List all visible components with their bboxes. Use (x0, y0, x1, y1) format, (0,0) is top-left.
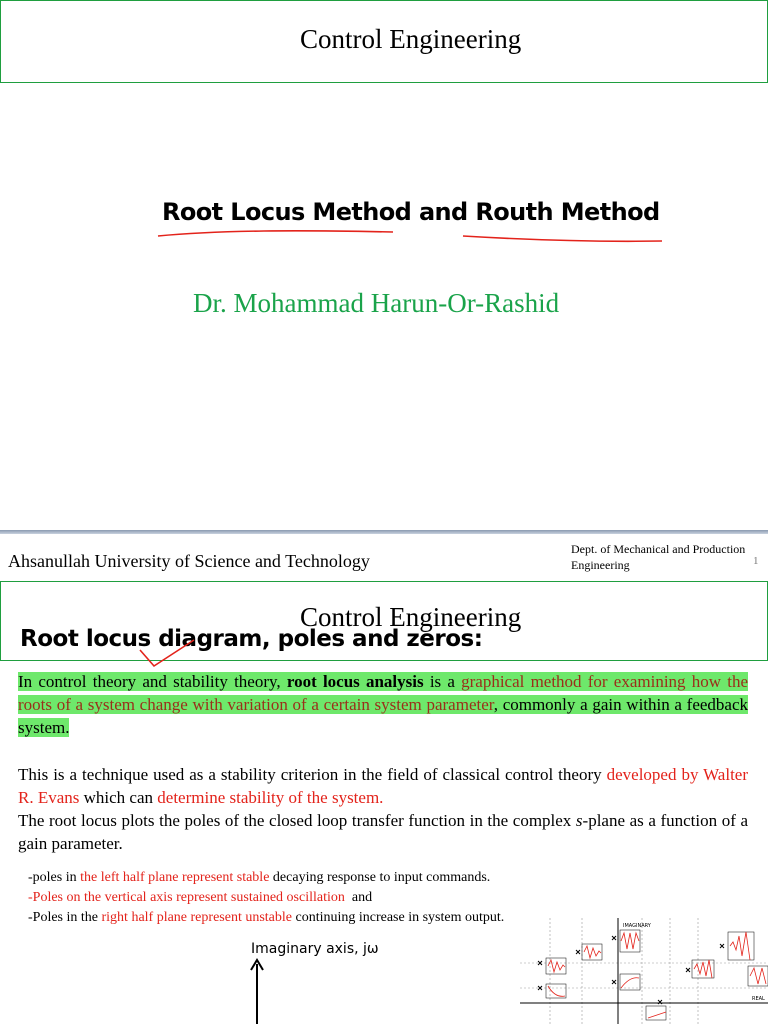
footer-department-line1: Dept. of Mechanical and Production (571, 542, 746, 556)
bullet2-text: and (344, 890, 373, 905)
page-number: 1 (753, 555, 759, 567)
slide1-course-title: Control Engineering (300, 24, 522, 54)
bullet1-red: the left half plane represent stable (80, 870, 270, 885)
lecture-title: Root Locus Method and Routh Method (162, 198, 660, 226)
technique-paragraph (18, 763, 748, 809)
bullet-vertical-axis (28, 890, 372, 906)
slide2-heading: Root locus diagram, poles and zeros: (20, 626, 483, 652)
definition-paragraph (18, 670, 748, 739)
bullet3-red: right half plane represent unstable (101, 910, 292, 925)
root-locus-text-1: The root locus plots the poles of the closed loop transfer function in the complex (18, 811, 576, 830)
definition-text-2: is a (423, 672, 462, 691)
definition-text-1: In control theory and stability theory, (18, 672, 287, 691)
checkmark-annotation (138, 636, 198, 672)
bullet1-text-2: decaying response to input commands. (269, 870, 491, 885)
technique-red-2: determine stability of the system. (157, 788, 384, 807)
bullet-left-half-plane (28, 870, 490, 886)
bullet-right-half-plane (28, 910, 504, 926)
figure-imaginary-label: IMAGINARY (623, 923, 651, 929)
title-underline-annotation (0, 0, 768, 260)
root-locus-s: s (575, 811, 583, 830)
author-name: Dr. Mohammad Harun-Or-Rashid (193, 288, 560, 318)
footer-university: Ahsanullah University of Science and Technology (8, 551, 370, 571)
bullet3-text-2: continuing increase in system output. (291, 910, 505, 925)
s-plane-response-figure (520, 918, 768, 1024)
bullet1-text-1: -poles in (28, 870, 81, 885)
definition-text-3: , commonly a gain within a feedback system. (18, 695, 748, 737)
footer-department-line2: Engineering (571, 558, 630, 572)
definition-term: root locus analysis (286, 672, 424, 691)
definition-emphasis: graphical method for examining how the roots of a system change with variation of a certain system parameter (18, 672, 748, 714)
technique-red-1: developed by Walter R. Evans (18, 765, 749, 807)
slide2-course-title: Control Engineering (300, 602, 522, 632)
technique-text-2: which can (79, 788, 158, 807)
figure-real-label: REAL (752, 996, 765, 1002)
footer-divider (0, 530, 768, 534)
imaginary-axis-arrow (248, 958, 268, 1024)
technique-text-1: This is a technique used as a stability criterion in the field of classical control theory (18, 765, 607, 784)
bullet3-text-1: -Poles in the (28, 910, 102, 925)
root-locus-text-2: -plane as a function of a gain parameter. (18, 811, 749, 853)
imaginary-axis-label: Imaginary axis, jω (251, 941, 379, 957)
root-locus-paragraph (18, 809, 748, 855)
bullet2-red: -Poles on the vertical axis represent sustained oscillation (28, 890, 345, 905)
